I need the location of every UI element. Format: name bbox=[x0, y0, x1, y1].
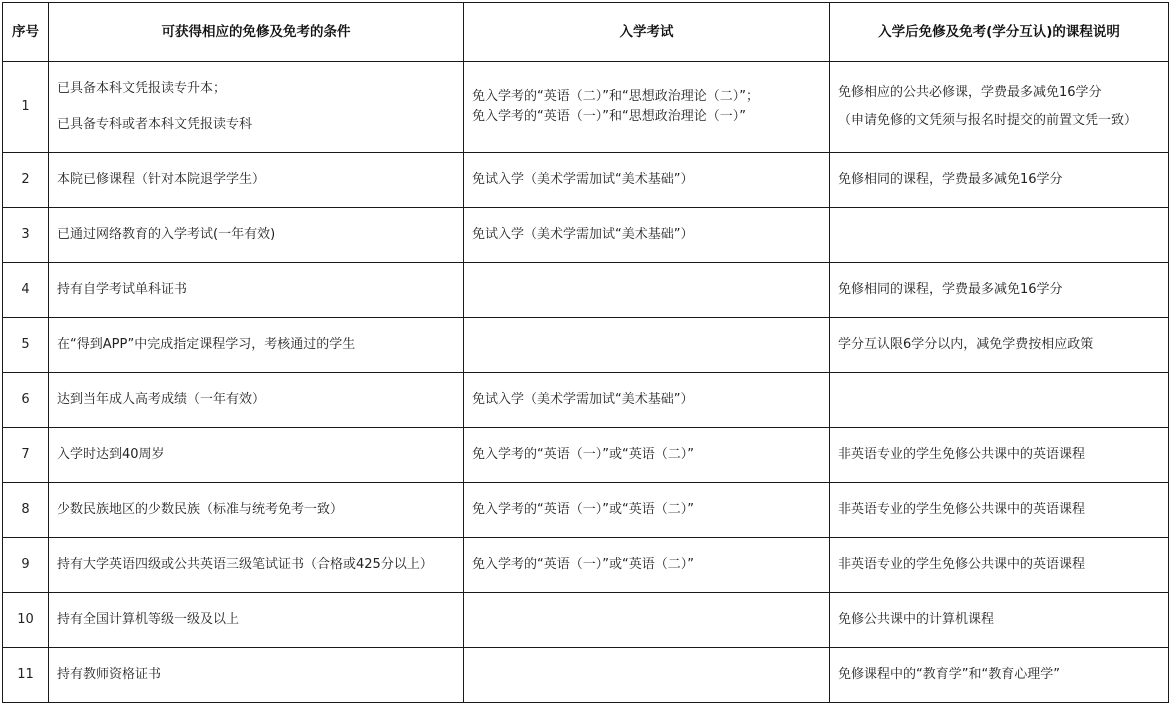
row-condition: 入学时达到40周岁 bbox=[49, 428, 464, 483]
row-index: 2 bbox=[3, 153, 49, 208]
course-line: （申请免修的文凭须与报名时提交的前置文凭一致） bbox=[838, 113, 1138, 128]
row-course: 免修课程中的“教育学”和“教育心理学” bbox=[830, 648, 1169, 703]
header-condition: 可获得相应的免修及免考的条件 bbox=[49, 3, 464, 62]
row-exam bbox=[464, 62, 830, 153]
row-exam: 免试入学（美术学需加试“美术基础”） bbox=[464, 373, 830, 428]
row-condition: 达到当年成人高考成绩（一年有效） bbox=[49, 373, 464, 428]
row-index: 10 bbox=[3, 593, 49, 648]
row-course: 非英语专业的学生免修公共课中的英语课程 bbox=[830, 428, 1169, 483]
row-index: 11 bbox=[3, 648, 49, 703]
row-exam: 免试入学（美术学需加试“美术基础”） bbox=[464, 208, 830, 263]
row-condition bbox=[49, 62, 464, 153]
row-exam: 免入学考的“英语（一）”或“英语（二）” bbox=[464, 428, 830, 483]
row-course: 学分互认限6学分以内，减免学费按相应政策 bbox=[830, 318, 1169, 373]
row-condition: 在“得到APP”中完成指定课程学习，考核通过的学生 bbox=[49, 318, 464, 373]
row-exam bbox=[464, 593, 830, 648]
row-course bbox=[830, 62, 1169, 153]
row-course bbox=[830, 208, 1169, 263]
table-row bbox=[3, 373, 1169, 428]
table-row bbox=[3, 263, 1169, 318]
table-row bbox=[3, 428, 1169, 483]
exemption-table bbox=[2, 2, 1169, 703]
table-row bbox=[3, 153, 1169, 208]
row-course: 非英语专业的学生免修公共课中的英语课程 bbox=[830, 483, 1169, 538]
row-index: 4 bbox=[3, 263, 49, 318]
row-course: 非英语专业的学生免修公共课中的英语课程 bbox=[830, 538, 1169, 593]
course-line: 免修相应的公共必修课，学费最多减免16学分 bbox=[838, 85, 1102, 100]
condition-line: 已具备本科文凭报读专升本； bbox=[57, 81, 227, 96]
condition-line: 已具备专科或者本科文凭报读专科 bbox=[57, 117, 253, 132]
row-index: 6 bbox=[3, 373, 49, 428]
row-exam bbox=[464, 263, 830, 318]
table-row bbox=[3, 538, 1169, 593]
row-index: 3 bbox=[3, 208, 49, 263]
row-course: 免修公共课中的计算机课程 bbox=[830, 593, 1169, 648]
exam-line: 免入学考的“英语（一）”和“思想政治理论（一）” bbox=[472, 109, 746, 124]
header-row bbox=[3, 3, 1169, 62]
row-condition: 少数民族地区的少数民族（标准与统考免考一致） bbox=[49, 483, 464, 538]
exemption-table-container bbox=[2, 2, 1169, 703]
header-index: 序号 bbox=[3, 3, 49, 62]
table-row bbox=[3, 648, 1169, 703]
row-course bbox=[830, 373, 1169, 428]
table-row bbox=[3, 318, 1169, 373]
row-index: 1 bbox=[3, 62, 49, 153]
row-course: 免修相同的课程，学费最多减免16学分 bbox=[830, 153, 1169, 208]
row-condition: 持有自学考试单科证书 bbox=[49, 263, 464, 318]
row-condition: 持有大学英语四级或公共英语三级笔试证书（合格或425分以上） bbox=[49, 538, 464, 593]
table-row bbox=[3, 62, 1169, 153]
table-row bbox=[3, 483, 1169, 538]
exam-line: 免入学考的“英语（二）”和“思想政治理论（二）”； bbox=[472, 89, 759, 104]
row-exam: 免入学考的“英语（一）”或“英语（二）” bbox=[464, 483, 830, 538]
table-row bbox=[3, 208, 1169, 263]
row-exam: 免入学考的“英语（一）”或“英语（二）” bbox=[464, 538, 830, 593]
row-index: 5 bbox=[3, 318, 49, 373]
row-condition: 已通过网络教育的入学考试(一年有效) bbox=[49, 208, 464, 263]
row-condition: 持有教师资格证书 bbox=[49, 648, 464, 703]
header-exam: 入学考试 bbox=[464, 3, 830, 62]
row-index: 9 bbox=[3, 538, 49, 593]
table-row bbox=[3, 593, 1169, 648]
row-condition: 持有全国计算机等级一级及以上 bbox=[49, 593, 464, 648]
row-exam: 免试入学（美术学需加试“美术基础”） bbox=[464, 153, 830, 208]
row-index: 8 bbox=[3, 483, 49, 538]
row-exam bbox=[464, 648, 830, 703]
row-course: 免修相同的课程，学费最多减免16学分 bbox=[830, 263, 1169, 318]
row-index: 7 bbox=[3, 428, 49, 483]
row-exam bbox=[464, 318, 830, 373]
row-condition: 本院已修课程（针对本院退学学生） bbox=[49, 153, 464, 208]
header-course: 入学后免修及免考(学分互认)的课程说明 bbox=[830, 3, 1169, 62]
